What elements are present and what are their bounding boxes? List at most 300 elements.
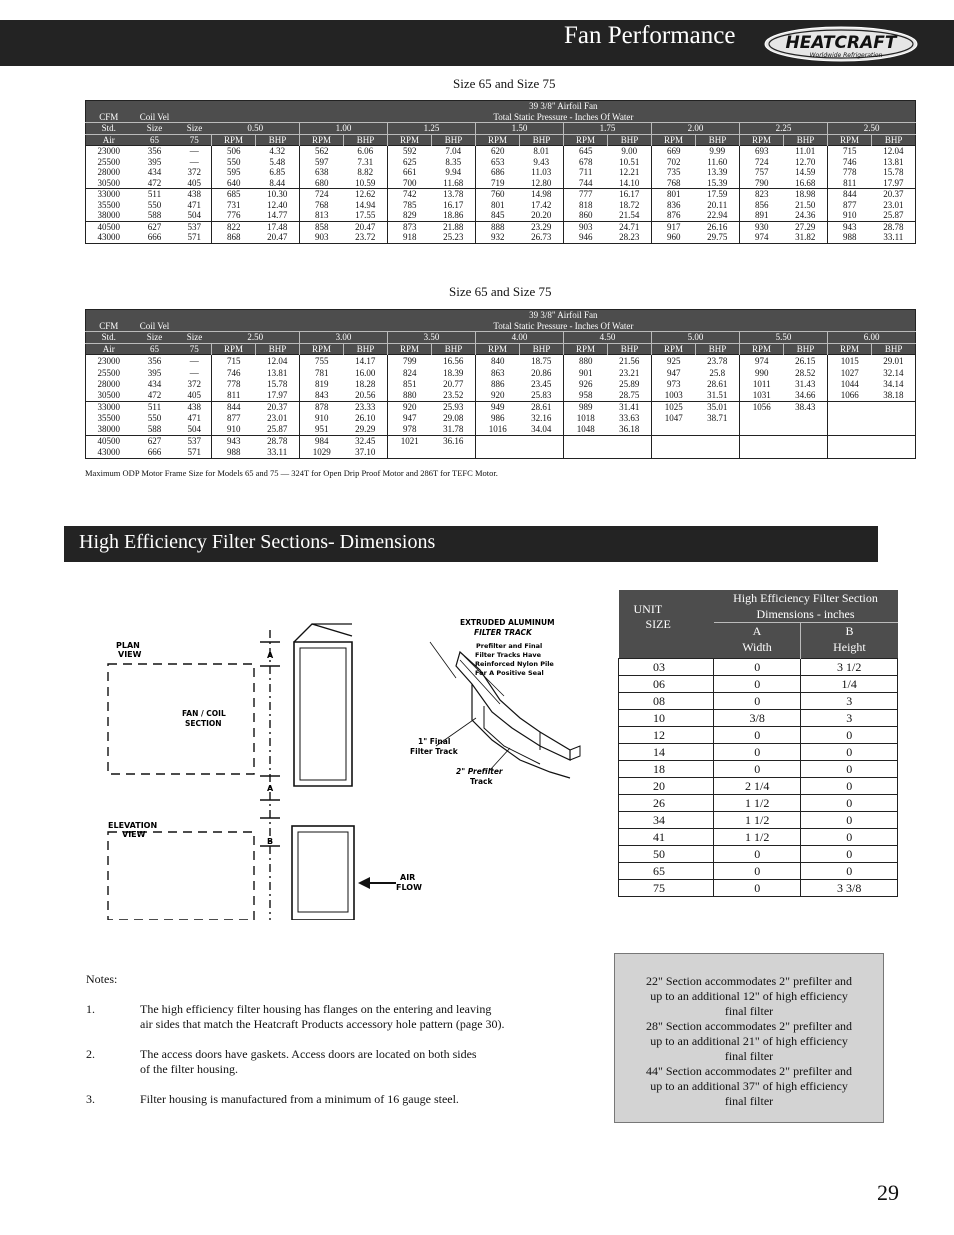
dim-row (619, 659, 898, 676)
table-cell: 1029 (300, 447, 344, 459)
rpm-head: RPM (476, 134, 520, 146)
table-cell: 28000 (97, 379, 120, 390)
table-cell: 33000 (86, 402, 132, 414)
table-cell: 16.00 (355, 368, 376, 379)
dim-a-label-2: A (267, 784, 274, 793)
table-cell: 471 (187, 413, 201, 424)
notes-title: Notes: (86, 972, 118, 986)
width-cell: 0 (714, 846, 801, 863)
accommodation-line: final filter (724, 1049, 774, 1063)
table-cell: 18.39 (443, 368, 464, 379)
table-cell: 960 (652, 232, 696, 243)
unit-size-cell: 34 (619, 812, 714, 829)
table-cell: 29.01 (872, 355, 916, 369)
extruded-label-1: EXTRUDED ALUMINUM (460, 618, 555, 627)
plan-view-label-1: PLAN (116, 641, 140, 650)
table-cell: 31.41 (608, 402, 652, 414)
cfm-head-3: Air (86, 134, 132, 146)
table-row (86, 167, 916, 178)
width-cell: 0 (714, 880, 801, 897)
table-cell: 10.30 (256, 189, 300, 200)
unit-header-1: UNIT (633, 602, 663, 616)
table-cell: 35.01 (696, 402, 740, 414)
dim-title-1: High Efficiency Filter Section (714, 590, 898, 606)
table-cell: 978 (388, 424, 432, 436)
table-cell: 12.80 (531, 177, 552, 188)
table-cell: 843 (300, 390, 344, 402)
table-cell: 777 (564, 189, 608, 200)
table-cell: 844 (212, 402, 256, 414)
table-cell: 25500 (97, 156, 120, 167)
table-cell: 746 (828, 157, 872, 168)
table-cell: 1047 (652, 413, 696, 424)
unit-size-cell: 41 (619, 829, 714, 846)
table-cell: 901 (564, 368, 608, 379)
bhp-head: BHP (872, 134, 916, 146)
table-cell (652, 447, 696, 459)
table-cell: 434 (147, 167, 162, 177)
table-cell: 666 (147, 447, 162, 458)
section-accommodation-box (614, 953, 884, 1123)
pressure-value: 2.50 (828, 123, 916, 135)
note-item (86, 1002, 505, 1032)
table-cell: 669 (652, 146, 696, 157)
table-cell: 17.42 (531, 199, 552, 210)
table-cell (388, 447, 432, 459)
table-row (86, 436, 916, 448)
table-cell: 30500 (97, 177, 120, 188)
table-cell: 31.43 (795, 379, 816, 390)
table-cell: 12.04 (872, 146, 916, 157)
table-cell: 20.86 (531, 368, 552, 379)
logo-tagline: Worldwide Refrigeration (809, 52, 883, 59)
table-cell: 731 (212, 200, 256, 211)
heatcraft-logo (764, 26, 918, 62)
height-cell: 1/4 (801, 676, 898, 693)
table-row (86, 210, 916, 221)
table-cell: 23.29 (520, 221, 564, 232)
table-cell: 37.10 (355, 447, 376, 458)
table-cell: 29.29 (355, 424, 376, 435)
height-cell: 0 (801, 863, 898, 880)
bhp-head: BHP (256, 134, 300, 146)
table-cell: 20.47 (267, 232, 288, 242)
table-cell: 925 (652, 355, 696, 369)
rpm-head: RPM (388, 134, 432, 146)
table-cell: 43000 (97, 447, 120, 458)
table-cell: 949 (476, 402, 520, 414)
table-cell: 746 (212, 368, 256, 379)
table-cell: 926 (564, 379, 608, 390)
height-cell: 0 (801, 795, 898, 812)
pressure-value: 4.00 (476, 332, 564, 344)
dim-row (619, 829, 898, 846)
table-cell: 571 (187, 232, 201, 242)
accommodation-line: up to an additional 37" of high efficiency (650, 1079, 848, 1093)
table-cell: 877 (828, 200, 872, 211)
table-cell (828, 436, 872, 448)
table-cell: 903 (564, 221, 608, 232)
table-cell: 974 (740, 232, 784, 243)
unit-size-cell: 50 (619, 846, 714, 863)
accommodation-line: final filter (724, 1004, 774, 1018)
accommodation-line: 22" Section accommodates 2" prefilter and (645, 974, 853, 988)
pressure-value: 1.25 (388, 123, 476, 135)
table-cell: 12.62 (344, 189, 388, 200)
table-cell: 785 (388, 200, 432, 211)
table-cell: 778 (212, 379, 256, 390)
table-cell (872, 402, 916, 414)
width-cell: 0 (714, 727, 801, 744)
table-cell: 35500 (97, 413, 120, 424)
table-cell: 504 (187, 210, 201, 220)
table-cell: 973 (652, 379, 696, 390)
table-cell: 25500 (97, 368, 120, 379)
table-cell: 790 (740, 178, 784, 189)
rpm-head: RPM (476, 343, 520, 355)
table-cell: 13.78 (432, 189, 476, 200)
table-cell (740, 436, 784, 448)
table-cell: 868 (212, 232, 256, 243)
table-cell: 16.17 (443, 199, 464, 210)
table-cell: 8.82 (357, 167, 374, 177)
bhp-head: BHP (696, 134, 740, 146)
table-cell: 17.48 (256, 221, 300, 232)
table-cell: 6.85 (269, 167, 286, 177)
accommodation-line: up to an additional 21" of high efficiency (650, 1034, 848, 1048)
width-cell: 1 1/2 (714, 795, 801, 812)
note-text: The high efficiency filter housing has flanges on the entering and leaving (140, 1002, 492, 1016)
rpm-head: RPM (212, 343, 256, 355)
table-cell: 620 (476, 146, 520, 157)
table-cell: 1056 (740, 402, 784, 414)
table-cell: 932 (476, 232, 520, 243)
table-cell: 888 (476, 221, 520, 232)
table-cell: 23.21 (619, 368, 640, 379)
unit-size-cell: 08 (619, 693, 714, 710)
table-cell: 14.98 (520, 189, 564, 200)
table-cell: 6.06 (344, 146, 388, 157)
table-cell: 34.04 (531, 424, 552, 435)
table-cell: 17.55 (355, 210, 376, 220)
width-cell: 0 (714, 863, 801, 880)
pressure-value: 0.50 (212, 123, 300, 135)
table-cell: 920 (388, 402, 432, 414)
table-row (86, 413, 916, 424)
table-cell: 38000 (97, 210, 120, 220)
table-cell: 9.99 (696, 146, 740, 157)
table-cell (652, 424, 696, 436)
fan-label: 39 3/8" Airfoil Fan (212, 310, 916, 321)
bhp-head: BHP (608, 134, 652, 146)
pressure-value: 6.00 (828, 332, 916, 344)
table-cell: 910 (212, 424, 256, 436)
table-row (86, 402, 916, 414)
bhp-head: BHP (432, 343, 476, 355)
table-cell: 43000 (97, 232, 120, 242)
table-cell: 28.78 (872, 221, 916, 232)
table-cell: 40500 (86, 221, 132, 232)
table-cell: 988 (212, 447, 256, 459)
table-cell: 438 (178, 189, 212, 200)
note-text: Filter housing is manufactured from a minimum of 16 gauge steel. (140, 1092, 459, 1106)
col-b-name: Height (801, 639, 898, 659)
table-cell: 40500 (86, 436, 132, 448)
table-cell: 760 (476, 189, 520, 200)
table-cell: 799 (388, 355, 432, 369)
dim-row (619, 727, 898, 744)
table-cell: 988 (828, 232, 872, 243)
table-cell: 678 (564, 157, 608, 168)
table1-caption: Size 65 and Size 75 (453, 76, 556, 91)
fan-coil-label-1: FAN / COIL (182, 709, 226, 718)
table-cell: 30500 (97, 390, 120, 401)
table-cell: 23.45 (531, 379, 552, 390)
table-cell: 627 (132, 436, 178, 448)
table-cell: 920 (476, 390, 520, 402)
height-cell: 0 (801, 812, 898, 829)
table-cell: 876 (652, 210, 696, 221)
pressure-value: 2.50 (212, 332, 300, 344)
fan-label: 39 3/8" Airfoil Fan (212, 101, 916, 112)
table-cell (872, 447, 916, 459)
unit-size-cell: 26 (619, 795, 714, 812)
table-row (86, 157, 916, 168)
table-row (86, 221, 916, 232)
rpm-head: RPM (652, 134, 696, 146)
dim-row (619, 880, 898, 897)
table-cell: 943 (212, 436, 256, 448)
table-cell (696, 436, 740, 448)
table-cell: 829 (388, 210, 432, 221)
table-cell: 819 (300, 379, 344, 390)
plan-view-label-2: VIEW (118, 650, 142, 659)
table-cell: 23.01 (883, 199, 904, 210)
table-cell: 8.01 (520, 146, 564, 157)
table-cell: 910 (300, 413, 344, 424)
table-cell: 638 (300, 167, 344, 178)
cfm-head: CFM (86, 321, 132, 332)
fan-performance-table-1 (85, 100, 916, 244)
table-cell: 9.43 (533, 156, 550, 167)
pressure-value: 3.50 (388, 332, 476, 344)
unit-size-cell: 03 (619, 659, 714, 676)
rpm-head: RPM (300, 343, 344, 355)
pressure-value: 3.00 (300, 332, 388, 344)
table-cell: 23.33 (344, 402, 388, 414)
table-cell (828, 447, 872, 459)
table-cell: 537 (178, 221, 212, 232)
table-cell: 24.71 (608, 221, 652, 232)
table-cell: 711 (564, 167, 608, 178)
table-cell: 537 (178, 436, 212, 448)
table-cell (740, 424, 784, 436)
table-cell: 21.50 (795, 199, 816, 210)
table-cell: 33000 (86, 189, 132, 200)
dim-row (619, 778, 898, 795)
table-cell: 822 (212, 221, 256, 232)
bhp-head: BHP (256, 343, 300, 355)
prefilter-track-label-2: Track (470, 777, 493, 786)
logo-text: HEATCRAFT (785, 33, 897, 53)
pressure-label: Total Static Pressure - Inches Of Water (212, 112, 916, 123)
table-cell: 405 (187, 177, 201, 188)
table-cell (696, 424, 740, 436)
table-cell: 395 (147, 156, 162, 167)
prefilter-track-label-1: 2" Prefilter (456, 767, 503, 776)
table-cell: 32.16 (531, 413, 552, 424)
table-cell: 25.8 (709, 368, 726, 379)
table-cell (828, 424, 872, 436)
table-cell: 873 (388, 221, 432, 232)
table-cell (828, 413, 872, 424)
table-cell: 11.01 (784, 146, 828, 157)
table-cell: 1016 (476, 424, 520, 436)
table-cell: 12.40 (267, 199, 288, 210)
width-cell: 0 (714, 659, 801, 676)
table-cell: 16.68 (795, 177, 816, 188)
table-row (86, 178, 916, 189)
height-cell: 0 (801, 778, 898, 795)
unit-size-cell: 14 (619, 744, 714, 761)
table-cell (740, 413, 784, 424)
table-cell: 511 (132, 402, 178, 414)
coil-head-3: 65 (132, 343, 178, 355)
table-cell: 1044 (828, 379, 872, 390)
table-cell: 989 (564, 402, 608, 414)
table-cell: 744 (564, 178, 608, 189)
table-cell: 5.48 (269, 156, 286, 167)
table-cell: 625 (388, 157, 432, 168)
note-item (86, 1092, 459, 1107)
table-cell: 23.78 (696, 355, 740, 369)
height-cell: 3 3/8 (801, 880, 898, 897)
table-cell: 26.10 (355, 413, 376, 424)
rpm-head: RPM (740, 134, 784, 146)
table-cell: 781 (300, 368, 344, 379)
rpm-head: RPM (740, 343, 784, 355)
air-flow-label-1: AIR (400, 873, 416, 882)
extruded-label-2: FILTER TRACK (474, 628, 532, 637)
table-cell: 472 (147, 177, 162, 188)
height-cell: 3 (801, 710, 898, 727)
table-cell: 28000 (97, 167, 120, 177)
unit-size-cell: 06 (619, 676, 714, 693)
table-cell (696, 447, 740, 459)
table-cell: 1048 (564, 424, 608, 436)
accommodation-line: up to an additional 12" of high efficiency (650, 989, 848, 1003)
table-cell: 724 (740, 157, 784, 168)
unit-header-2: SIZE (645, 616, 671, 631)
table-cell: 18.75 (520, 355, 564, 369)
table-cell: 20.77 (443, 379, 464, 390)
table-cell: 18.86 (443, 210, 464, 220)
table-cell: 588 (147, 424, 162, 435)
table-cell: 1031 (740, 390, 784, 402)
accommodation-line: 28" Section accommodates 2" prefilter and (645, 1019, 853, 1033)
table-cell: 951 (300, 424, 344, 436)
filter-section-diagram (100, 600, 590, 920)
width-cell: 0 (714, 676, 801, 693)
size75-head-2: 75 (178, 134, 212, 146)
table-cell (520, 436, 564, 448)
table-row (86, 189, 916, 200)
table-cell: 735 (652, 167, 696, 178)
height-cell: 0 (801, 761, 898, 778)
table-cell: 31.78 (443, 424, 464, 435)
unit-size-cell: 65 (619, 863, 714, 880)
col-b-letter: B (801, 623, 898, 640)
table-cell: 891 (740, 210, 784, 221)
table-cell: 844 (828, 189, 872, 200)
table-cell: 504 (187, 424, 201, 435)
table-cell: 858 (300, 221, 344, 232)
table-cell: 472 (147, 390, 162, 401)
table-cell: 13.81 (883, 156, 904, 167)
table-cell: 653 (476, 157, 520, 168)
cfm-head-2: Std. (86, 123, 132, 135)
table-cell: 818 (564, 200, 608, 211)
fan-performance-table-2 (85, 309, 916, 459)
table-cell (432, 447, 476, 459)
table-cell: 32.45 (344, 436, 388, 448)
table-cell: 13.39 (707, 167, 728, 177)
bhp-head: BHP (432, 134, 476, 146)
height-cell: 3 (801, 693, 898, 710)
bhp-head: BHP (520, 134, 564, 146)
pressure-value: 1.50 (476, 123, 564, 135)
table-cell: 29.75 (707, 232, 728, 242)
table-cell: 356 (132, 355, 178, 369)
table-cell: 12.21 (619, 167, 640, 177)
table-cell: 17.97 (883, 177, 904, 188)
width-cell: 2 1/4 (714, 778, 801, 795)
table-cell: 20.11 (707, 199, 728, 210)
table-cell: 1018 (564, 413, 608, 424)
dim-row (619, 863, 898, 880)
table-cell (872, 413, 916, 424)
table-cell: 917 (652, 221, 696, 232)
page-title: Fan Performance (564, 22, 736, 49)
col-a-name: Width (714, 639, 801, 659)
table-cell: 595 (212, 167, 256, 178)
table-cell: 627 (132, 221, 178, 232)
table-cell: 640 (212, 178, 256, 189)
table-cell: 930 (740, 221, 784, 232)
table-cell (828, 402, 872, 414)
table-cell: 16.56 (432, 355, 476, 369)
height-cell: 0 (801, 829, 898, 846)
bhp-head: BHP (344, 134, 388, 146)
table-cell: 23.72 (355, 232, 376, 242)
table-cell: 7.31 (357, 156, 374, 167)
table-cell: 946 (564, 232, 608, 243)
table-cell: 1025 (652, 402, 696, 414)
dim-row (619, 846, 898, 863)
dim-a-label-1: A (267, 651, 274, 660)
table-cell: 14.94 (355, 199, 376, 210)
pressure-value: 4.50 (564, 332, 652, 344)
pressure-value: 5.00 (652, 332, 740, 344)
pressure-value: 1.75 (564, 123, 652, 135)
table-cell: 38000 (97, 424, 120, 435)
table-cell: 25.93 (432, 402, 476, 414)
table-cell: 35500 (97, 199, 120, 210)
pressure-value: 5.50 (740, 332, 828, 344)
table-cell: 10.51 (619, 156, 640, 167)
dim-row (619, 812, 898, 829)
note-text: of the filter housing. (140, 1062, 238, 1076)
